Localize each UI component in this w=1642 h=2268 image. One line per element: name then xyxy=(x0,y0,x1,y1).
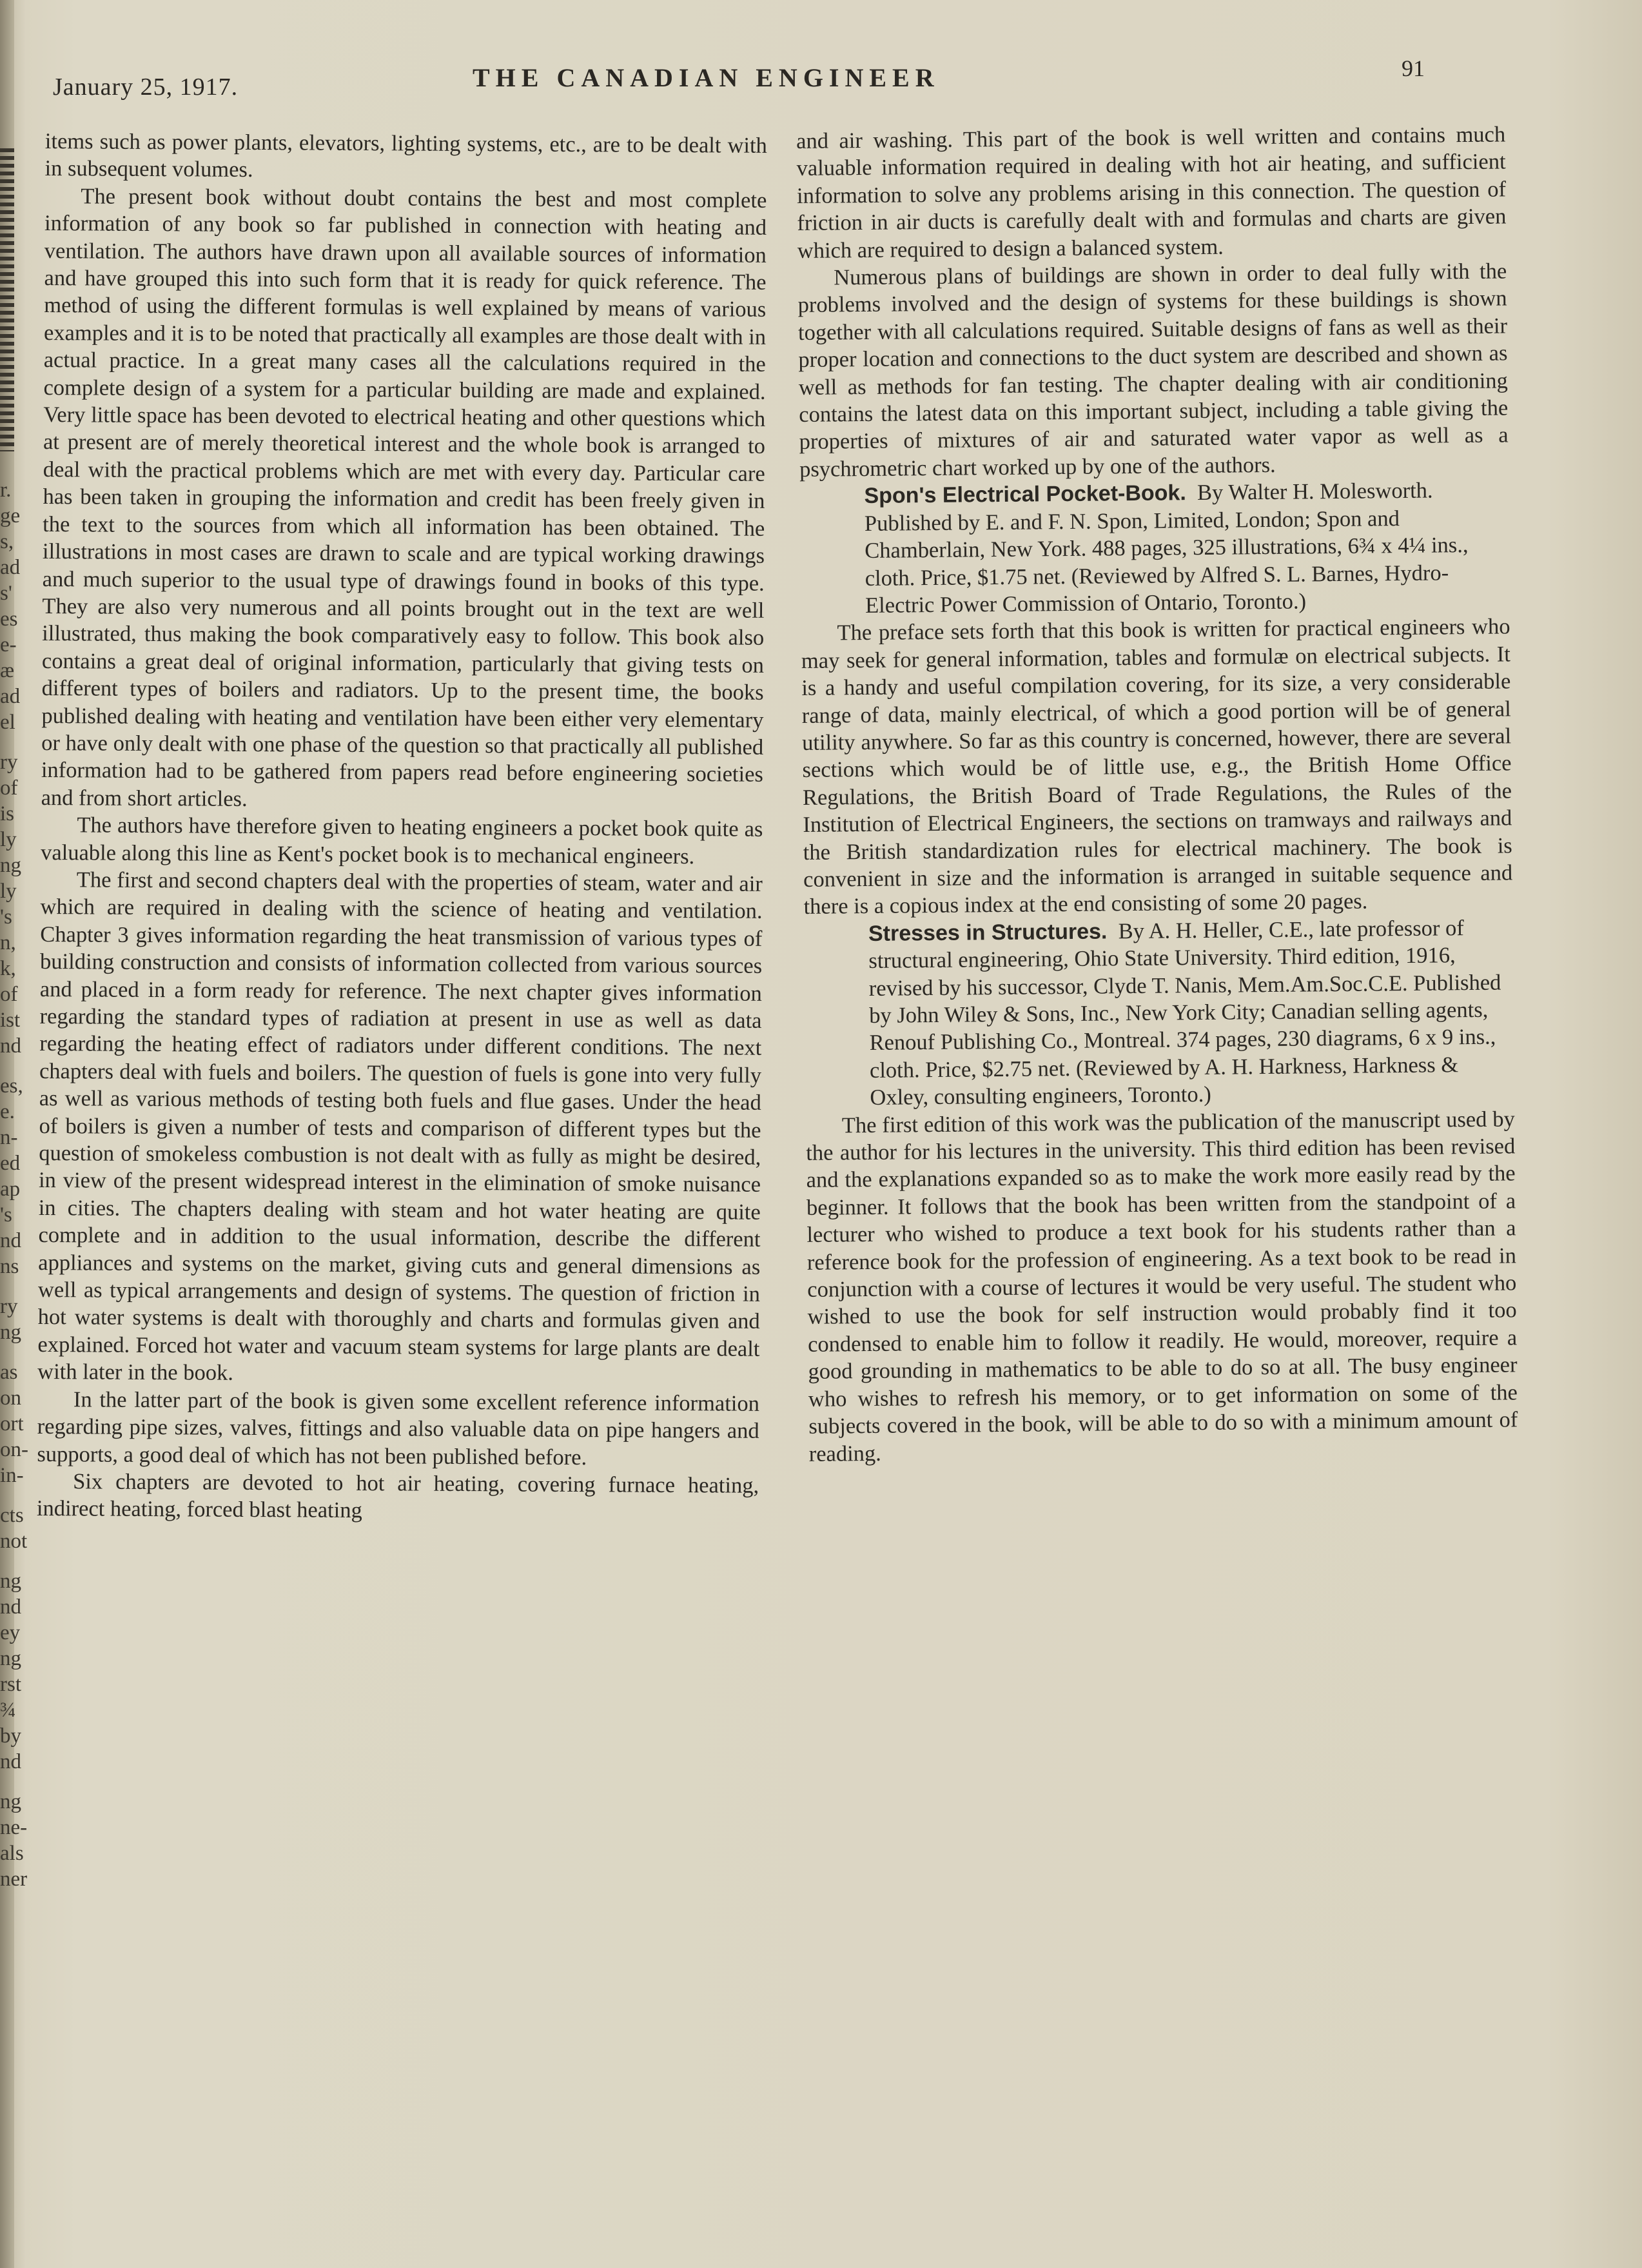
paragraph: Six chapters are devoted to hot air heating, covering furnace heating, indirect heating, forced blast heating xyxy=(36,1469,759,1523)
paragraph: The preface sets forth that this book is written for practical engineers who may seek for general information, tables and formulæ on electrical subjects. It is a handy and useful compilation covering, for its size, a very considerable range of data, mainly electrical, of which a good portion will be of general utility anywhere. So far as this country is concerned, however, there are several sections which would be of little use, e.g., the British Home Office Regulations, the British Board of Trade Regulations, the Rules of the Institution of Electrical Engineers, the sections on tramways and railways and the British standardization rules for electrical machinery. The book is convenient in size and the information is arranged in suitable sequence and there is a copious index at the end consisting of some 20 pages. xyxy=(801,614,1513,920)
journal-title: THE CANADIAN ENGINEER xyxy=(473,63,940,92)
right-column xyxy=(796,121,1518,1467)
review-details: By Walter H. Molesworth. Published by E. and F. N. Spon, Limited, London; Spon and Chamberlain, New York. 488 pages, 325 illustrations, 6¾ x 4¼ ins., cloth. Price, $1.75 net. (Reviewed by Alfred S. L. Barnes, Hydro-Electric Power Commission of Ontario, Toronto.) xyxy=(864,478,1469,618)
margin-fragment: s' xyxy=(0,582,12,605)
margin-fragment: rst xyxy=(0,1673,21,1696)
margin-fragment: ort xyxy=(0,1412,24,1435)
margin-fragment: 's xyxy=(0,1203,12,1227)
margin-fragment: ng xyxy=(0,1321,21,1344)
margin-fragment: n- xyxy=(0,1126,18,1149)
review-heading xyxy=(804,914,1515,1112)
margin-fragment: ly xyxy=(0,828,17,851)
margin-fragment: e. xyxy=(0,1100,15,1123)
margin-fragment: æ xyxy=(0,659,15,682)
paragraph: The authors have therefore given to heating engineers a pocket book quite as valuable along this line as Kent's pocket book is to mechanical engineers. xyxy=(41,813,763,869)
margin-fragment: on xyxy=(0,1386,21,1410)
margin-fragment: ry xyxy=(0,1295,18,1318)
page-number: 91 xyxy=(1402,55,1425,81)
margin-fragment: in- xyxy=(0,1464,24,1487)
running-header xyxy=(0,55,1642,106)
margin-fragment: ne- xyxy=(0,1816,28,1839)
margin-fragment: el xyxy=(0,711,15,734)
paragraph: items such as power plants, elevators, lighting systems, etc., are to be dealt with in subsequent volumes. xyxy=(44,128,767,182)
paragraph: The present book without doubt contains the best and most complete information of any book so far published in connection with heating and ventilation. The authors have drawn upon all available sources of information and have grouped this into such form that it is ready for quick reference. The method of using the different formulas is well explained by means of various examples and it is to be noted that practically all examples are those dealt with in actual practice. In a great many cases all the calculations required in the complete design of a system for a particular building are made and explained. Very little space has been devoted to electrical heating and other questions which at present are of merely theoretical interest and the whole book is arranged to deal with the practical problems which are met with every day. Particular care has been taken in grouping the information and credit has been freely given in the text to the sources from which all information has been obtained. The illustrations in most cases are drawn to scale and are typical working drawings and much superior to the usual type of drawings found in books of this type. They are also very numerous and all points brought out in the text are well illustrated, thus making the book comparatively easy to follow. This book also contains a great deal of original information, particularly that giving tests on different types of boilers and radiators. Up to the present time, the books published dealing with heating and ventilation have been either very elementary or have only dealt with one phase of the question so that practically all published information had to be gathered from papers read before engineering societies and from short articles. xyxy=(41,184,767,811)
margin-fragment: ng xyxy=(0,1570,21,1593)
margin-fragment: ed xyxy=(0,1152,21,1175)
margin-fragment: r. xyxy=(0,478,12,502)
margin-fragment: as xyxy=(0,1361,18,1384)
margin-fragment: cts xyxy=(0,1504,24,1527)
margin-fragment: ey xyxy=(0,1621,21,1644)
margin-fragment: ns xyxy=(0,1255,19,1278)
margin-fragment: nd xyxy=(0,1229,21,1252)
margin-fragment: ly xyxy=(0,880,17,903)
paragraph: and air washing. This part of the book is well written and contains much valuable information required in dealing with hot air heating, and sufficient information to solve any problems arising in this connection. The question of friction in air ducts is carefully dealt with and formulas and charts are given which are required to design a balanced system. xyxy=(796,122,1507,263)
margin-fragment: ad xyxy=(0,556,21,579)
paragraph: Numerous plans of buildings are shown in order to deal fully with the problems involved and the design of systems for these buildings is shown together with all calculations required. Suitable designs of fans as well as their proper location and connections to the duct system are described and shown as well as methods for fan testing. The chapter dealing with air conditioning contains the latest data on this important subject, including a table giving the properties of mixtures of air and saturated water vapor as well as a psychrometric chart worked up by one of the authors. xyxy=(797,259,1509,482)
review-title: Stresses in Structures. xyxy=(868,919,1108,946)
margin-fragment: nd xyxy=(0,1750,21,1773)
margin-fragment: of xyxy=(0,776,18,800)
margin-fragment: ist xyxy=(0,1009,21,1032)
margin-fragment: ry xyxy=(0,751,18,774)
review-title: Spon's Electrical Pocket-Book. xyxy=(864,480,1186,509)
margin-fragment: nd xyxy=(0,1034,21,1058)
margin-fragment: ge xyxy=(0,504,21,528)
margin-fragment: n, xyxy=(0,931,16,954)
paragraph: The first edition of this work was the publication of the manuscript used by the author for his lectures in the university. This third edition has been revised and the explanations expanded so as to make the work more easily read by the beginner. It follows that the book has been written from the standpoint of a lecturer who wished to produce a text book for his students rather than a reference book for the profession of engineering. As a text book to be read in conjunction with a course of lectures it would be very useful. The student who wished to use the book for self instruction would probably find it too condensed to enable him to follow it readily. He would, moreover, require a good grounding in mathematics to be able to do so at all. The busy engineer who wishes to refresh his memory, or to get information on some of the subjects covered in the book, will be able to do so with a minimum amount of reading. xyxy=(806,1106,1518,1466)
margin-fragment: nd xyxy=(0,1595,21,1619)
margin-fragment: by xyxy=(0,1724,21,1748)
left-column xyxy=(37,128,767,1527)
margin-fragment: es, xyxy=(0,1074,23,1098)
margin-fragment: ng xyxy=(0,1790,21,1813)
review-details: By A. H. Heller, C.E., late professor of structural engineering, Ohio State University. Third edition, 1916, revised by his successor, Clyde T. Nanis, Mem.Am.Soc.C.E. Published by John Wiley & Sons, Inc., New York City; Canadian selling agents, Renouf Publishing Co., Montreal. 374 pages, 230 diagrams, 6 x 9 ins., cloth. Price, $2.75 net. (Reviewed by A. H. Harkness, Harkness & Oxley, consulting engineers, Toronto.) xyxy=(868,915,1501,1110)
margin-fragment: 's xyxy=(0,905,12,929)
margin-fragment: of xyxy=(0,983,18,1006)
margin-fragment: es xyxy=(0,607,18,631)
margin-fragment: ad xyxy=(0,685,21,708)
margin-fragment: on- xyxy=(0,1438,28,1461)
margin-fragment: k, xyxy=(0,957,16,980)
margin-fragment: ner xyxy=(0,1868,28,1891)
review-heading xyxy=(799,477,1510,620)
margin-fragment: ng xyxy=(0,1647,21,1670)
previous-page-margin xyxy=(0,116,28,2244)
margin-fragment: ng xyxy=(0,854,21,877)
margin-fragment: s, xyxy=(0,530,14,553)
margin-fragment: not xyxy=(0,1530,28,1553)
margin-fragment: ap xyxy=(0,1178,21,1201)
margin-fragment: is xyxy=(0,802,15,825)
margin-fragment: als xyxy=(0,1842,24,1865)
margin-fragment: e- xyxy=(0,633,17,656)
paragraph: The first and second chapters deal with the properties of steam, water and air which are required in dealing with the science of heating and ventilation. Chapter 3 gives information regarding the heat transmission of various types of building construction and consists of information collected from various sources and placed in a form ready for reference. The next chapter gives information regarding the standard types of radiation at present in use as well as data regarding the heating effect of radiators under different conditions. The next chapters deal with fuels and boilers. The question of fuels is gone into very fully as well as various methods of testing both fuels and flue gases. Under the head of boilers is given a number of tests and comparison of different types but the question of smokeless combustion is not dealt with as fully as might be desired, in view of the present widespread interest in the elimination of smoke nuisance in cities. The chapters dealing with steam and hot water heating are quite complete and in addition to the usual information, describe the different appliances and systems on the market, giving cuts and general dimensions as well as typical arrangements and design of systems. The question of friction in hot water systems is dealt with thoroughly and charts and formulas given and explained. Forced hot water and vacuum steam systems for large plants are dealt with later in the book. xyxy=(37,867,763,1386)
margin-bars xyxy=(0,148,14,451)
margin-fragment: ¾ xyxy=(0,1699,16,1722)
issue-date: January 25, 1917. xyxy=(53,74,239,101)
paragraph: In the latter part of the book is given some excellent reference information regarding pipe sizes, valves, fittings and also valuable data on pipe hangers and supports, a good deal of which has not been published before. xyxy=(37,1386,760,1470)
